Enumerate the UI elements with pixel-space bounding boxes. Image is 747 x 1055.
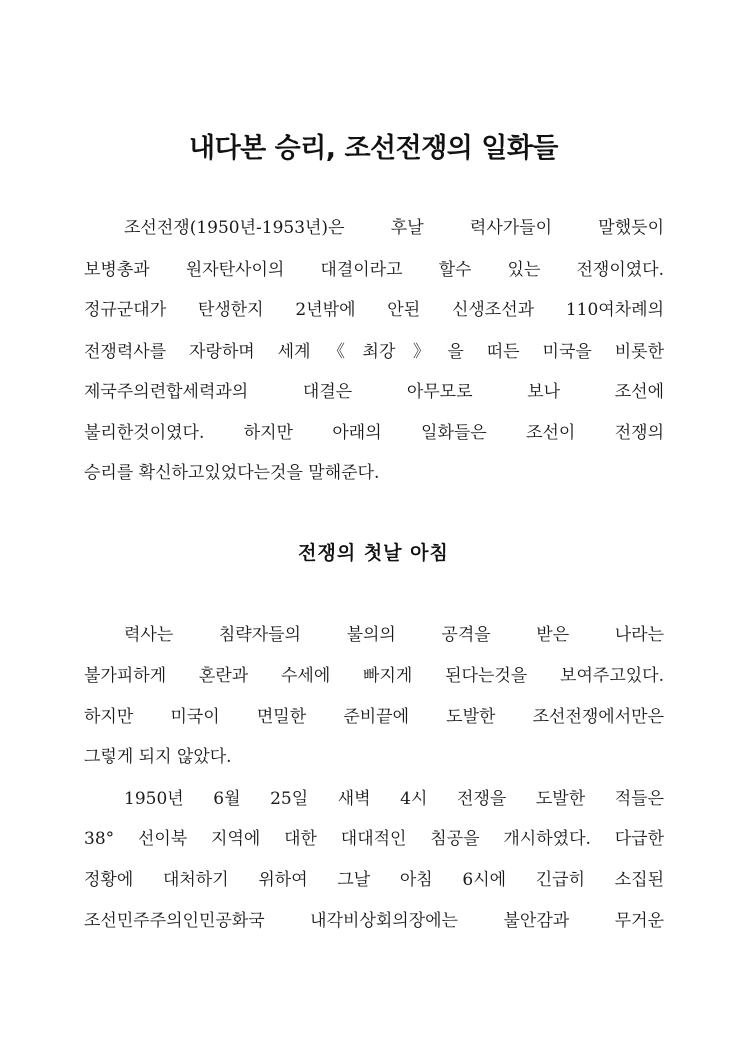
paragraph-line: 제국주의련합세력과의 대결은 아무모로 보나 조선에	[84, 382, 664, 402]
paragraph-line: 불가피하게 혼란과 수세에 빠지게 된다는것을 보여주고있다.	[84, 666, 664, 686]
paragraph-line: 정황에 대처하기 위하여 그날 아침 6시에 긴급히 소집된	[84, 870, 664, 890]
document-title: 내다본 승리, 조선전쟁의 일화들	[188, 133, 559, 164]
paragraph-line: 하지만 미국이 면밀한 준비끝에 도발한 조선전쟁에서만은	[84, 707, 664, 727]
paragraph-line: 승리를 확신하고있었다는것을 말해준다.	[84, 463, 380, 483]
paragraph-line: 력사는 침략자들의 불의의 공격을 받은 나라는	[124, 625, 664, 645]
paragraph-line: 38° 선이북 지역에 대한 대대적인 침공을 개시하였다. 다급한	[84, 829, 664, 849]
paragraph-line: 정규군대가 탄생한지 2년밖에 안된 신생조선과 110여차례의	[84, 300, 664, 320]
paragraph-line: 그렇게 되지 않았다.	[84, 747, 232, 767]
paragraph-line: 1950년 6월 25일 새벽 4시 전쟁을 도발한 적들은	[124, 789, 664, 809]
section-title: 전쟁의 첫날 아침	[298, 542, 449, 564]
paragraph-line: 조선민주주의인민공화국 내각비상회의장에는 불안감과 무거운	[84, 911, 664, 931]
paragraph-line: 불리한것이였다. 하지만 아래의 일화들은 조선이 전쟁의	[84, 423, 664, 443]
paragraph-line: 보병총과 원자탄사이의 대결이라고 할수 있는 전쟁이였다.	[84, 260, 664, 280]
paragraph-line: 조선전쟁(1950년-1953년)은 후날 력사가들이 말했듯이	[124, 218, 664, 238]
paragraph-line: 전쟁력사를 자랑하며 세계《최강》을 떠든 미국을 비롯한	[84, 342, 664, 362]
